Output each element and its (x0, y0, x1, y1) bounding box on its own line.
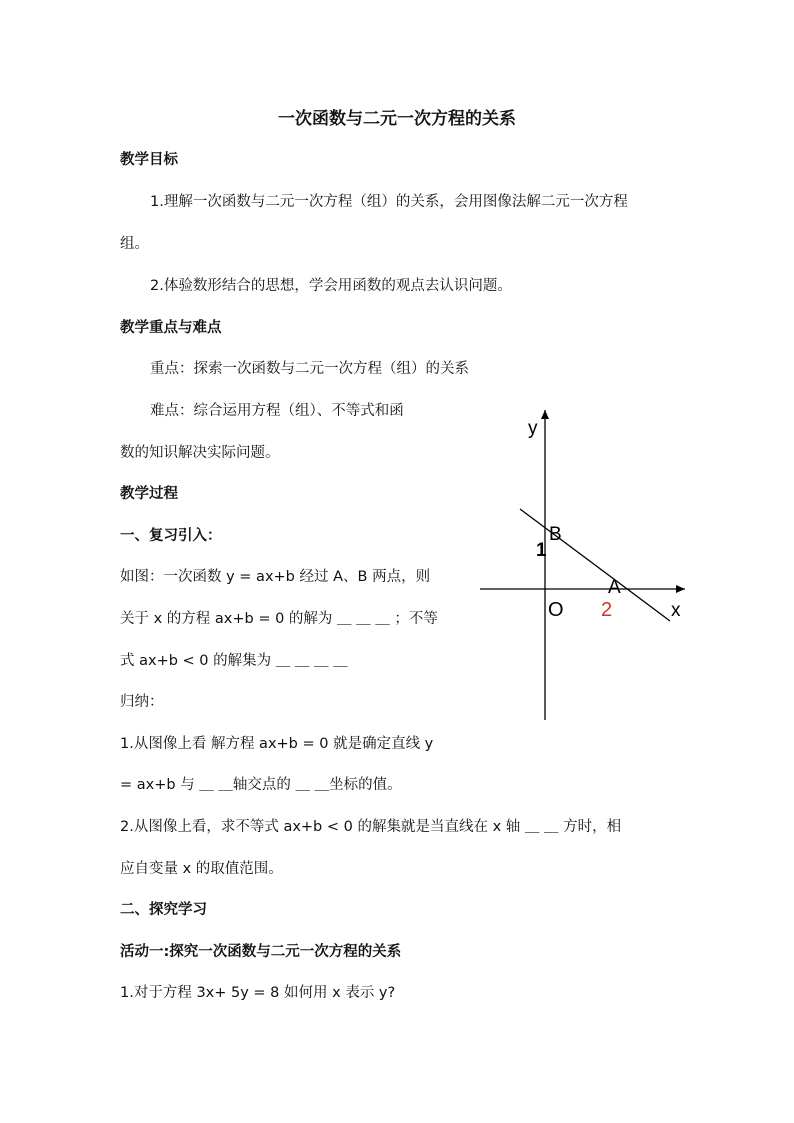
linear-function-graph (470, 400, 700, 730)
x-intercept-label: 2 (601, 599, 613, 621)
summary-2-line-1: 2.从图像上看，求不等式 ax+b < 0 的解集就是当直线在 x 轴 ＿ ＿ 方时，相 (120, 819, 622, 835)
activity-1-question-1: 1.对于方程 3x+ 5y = 8 如何用 x 表示 y? (120, 985, 396, 1001)
objective-1-line-2: 组。 (120, 236, 149, 252)
question-line-2: 关于 x 的方程 ax+b = 0 的解为 ＿ ＿ ＿ ；不等 (120, 611, 438, 627)
difficulty-line-1: 难点：综合运用方程（组）、不等式和函 (150, 403, 404, 419)
objectives-heading: 教学目标 (120, 152, 178, 168)
question-line-3: 式 ax+b < 0 的解集为 ＿ ＿ ＿ ＿ (120, 653, 348, 669)
explore-heading: 二、探究学习 (120, 902, 207, 918)
key-points-heading: 教学重点与难点 (120, 320, 222, 336)
origin-label: O (548, 599, 564, 621)
y-intercept-label: 1 (536, 540, 547, 561)
page-title: 一次函数与二元一次方程的关系 (278, 109, 516, 129)
point-b-label: B (549, 524, 562, 545)
summary-2-line-2: 应自变量 x 的取值范围。 (120, 861, 283, 877)
difficulty-line-2: 数的知识解决实际问题。 (120, 445, 280, 461)
y-axis-label: y (528, 418, 538, 439)
function-line (520, 509, 670, 621)
summary-label: 归纳： (120, 694, 164, 710)
summary-1-line-2: = ax+b 与 ＿ ＿轴交点的 ＿ ＿坐标的值。 (120, 777, 402, 793)
point-a-label: A (608, 577, 621, 598)
process-heading: 教学过程 (120, 486, 178, 502)
objective-1-line-1: 1.理解一次函数与二元一次方程（组）的关系，会用图像法解二元一次方程 (150, 194, 628, 210)
objective-2: 2.体验数形结合的思想，学会用函数的观点去认识问题。 (150, 278, 512, 294)
summary-1-line-1: 1.从图像上看 解方程 ax+b = 0 就是确定直线 y (120, 736, 434, 752)
review-heading: 一、复习引入： (120, 528, 222, 544)
key-point: 重点：探索一次函数与二元一次方程（组）的关系 (150, 361, 469, 377)
activity-1-heading: 活动一:探究一次函数与二元一次方程的关系 (120, 944, 402, 960)
x-axis-label: x (671, 600, 681, 621)
question-line-1: 如图：一次函数 y = ax+b 经过 A、B 两点，则 (120, 569, 431, 585)
